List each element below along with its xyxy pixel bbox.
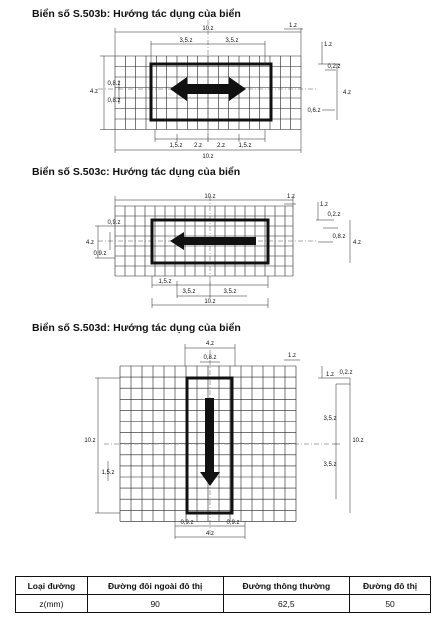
table-row (16, 595, 431, 613)
section-title-s503d: Biển số S.503d: Hướng tác dụng của biển (32, 322, 241, 334)
dim-right-c: 0,6.z (307, 108, 321, 114)
section-title-s503c: Biển số S.503c: Hướng tác dụng của biển (32, 166, 241, 178)
dim-right-c: 0,8.z (332, 234, 346, 240)
dim-left-total: 10.z (84, 438, 96, 444)
dim-bot-a: 0,9.z (180, 520, 194, 526)
dim-top-total: 10.z (202, 26, 214, 32)
table-header-row (16, 577, 431, 595)
dim-right-total: 4.z (342, 90, 352, 96)
dim-right-top: 1.z (286, 194, 296, 200)
dim-top-right: 3,5.z (225, 38, 239, 44)
left-arrow-icon (170, 232, 256, 250)
dim-right-top: 1.z (288, 23, 298, 29)
table-header-cell: Loại đường (16, 577, 88, 595)
dim-top-total: 4.z (205, 341, 215, 347)
dim-bot-a: 1,5.z (169, 143, 183, 149)
dim-bot-b: 3,5.z (182, 289, 196, 295)
dim-right-mid-b: 3,5.z (323, 462, 337, 468)
dim-left-a: 0,9.z (107, 220, 121, 226)
dim-left-a: 0,8.z (107, 81, 121, 87)
dim-right-mid-a: 3,5.z (323, 416, 337, 422)
dim-top-left: 3,5.z (179, 38, 193, 44)
z-value-table (15, 576, 431, 613)
dim-right-b: 0,2.z (339, 370, 353, 376)
dim-left-b: 0,9.z (93, 251, 107, 257)
table-cell: 62,5 (223, 595, 350, 613)
dim-right-total: 10.z (352, 438, 364, 444)
diagram-s503d (0, 334, 443, 544)
table-header-cell: Đường đôi ngoài đô thị (87, 577, 223, 595)
dim-bot-total: 10.z (202, 154, 214, 160)
dim-left-small: 1,5.z (101, 470, 115, 476)
section-title-s503b: Biển số S.503b: Hướng tác dụng của biển (32, 8, 241, 20)
table-header-cell: Đường thông thường (223, 577, 350, 595)
table-header-cell: Đường đô thị (350, 577, 431, 595)
down-arrow-icon (200, 398, 220, 486)
dim-left-total: 4.z (85, 240, 95, 246)
dim-bot-a: 1,5.z (158, 279, 172, 285)
dim-left-b: 0,8.z (107, 98, 121, 104)
dim-bot-c: 2.z (216, 143, 226, 149)
dim-top-inner: 0,8.z (203, 355, 217, 361)
dim-bot-b: 0,9.z (226, 520, 240, 526)
diagram-s503b (0, 14, 443, 164)
table-cell: 50 (350, 595, 431, 613)
table-cell: z(mm) (16, 595, 88, 613)
dim-right-a: 1.z (325, 372, 335, 378)
dimension-lines (95, 344, 353, 539)
dim-left-total: 4.z (89, 89, 99, 95)
table-cell: 90 (87, 595, 223, 613)
dim-bot-total: 10.z (204, 299, 216, 305)
dim-top-total: 10.z (204, 194, 216, 200)
dim-bot-total: 4.z (205, 531, 215, 537)
dim-right-b: 0,2.z (327, 64, 341, 70)
dim-bot-c: 3,5.z (223, 289, 237, 295)
dim-right-total: 4.z (352, 240, 362, 246)
dim-right-b: 0,2.z (327, 212, 341, 218)
dim-bot-b: 2.z (193, 143, 203, 149)
dim-right-top: 1.z (287, 353, 297, 359)
diagram-s503c (0, 180, 443, 320)
dim-right-a: 1.z (319, 202, 329, 208)
dim-right-a: 1.z (323, 42, 333, 48)
dim-bot-d: 1,5.z (238, 143, 252, 149)
